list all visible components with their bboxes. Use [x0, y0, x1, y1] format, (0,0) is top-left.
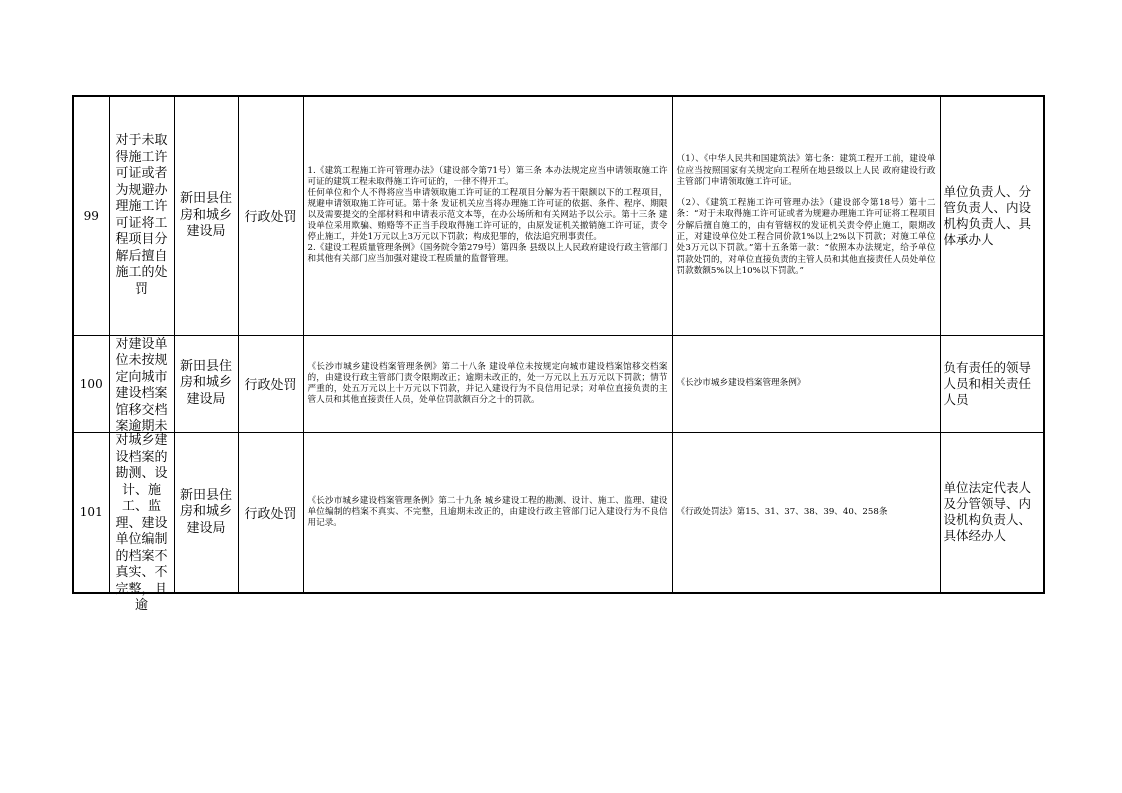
basis-cell: [303, 96, 672, 335]
responsible-party: 负有责任的领导人员和相关责任人员: [940, 335, 1044, 432]
law-cell: [672, 432, 940, 593]
row-number: 99: [73, 96, 109, 335]
punishment-type: 行政处罚: [238, 335, 303, 432]
item-name: 对于未取得施工许可证或者为规避办理施工许可证将工程项目分解后擅自施工的处罚: [115, 133, 168, 297]
law-paragraph: 《行政处罚法》第15、31、37、38、39、40、258条: [676, 506, 888, 517]
table-row: [73, 432, 1044, 593]
row-number: 101: [73, 432, 109, 593]
basis-paragraph: 《长沙市城乡建设档案管理条例》第二十九条 城乡建设工程的勘测、设计、施工、监理、建设单位编制的档案不真实、不完整，且逾期未改正的，由建设行政主管部门记入建设行为不良信用记录。: [307, 495, 668, 528]
law-paragraph: （2）、《建筑工程施工许可管理办法》（建设部令第18号）第十二条：“对于未取得施工许可证或者为规避办理施工许可证将工程项目分解后擅自施工的，由有管辖权的发证机关责令停止施工，限期改正，对建设单位处工程合同价款1%以上2%以下罚款；对施工单位处3万元以下罚款。”第十五条第一款：“依照本办法规定，给予单位罚款处罚的，对单位直接负责的主管人员和其他直接责任人员处单位罚款数额5%以上10%以下罚款。”: [676, 198, 936, 276]
department: 新田县住房和城乡建设局: [174, 96, 238, 335]
basis-paragraph: 1.《建筑工程施工许可管理办法》（建设部令第71号）第三条 本办法规定应当申请领取施工许可证的建筑工程未取得施工许可证的，一律不得开工。: [307, 166, 668, 188]
basis-paragraph: 《长沙市城乡建设档案管理条例》第二十八条 建设单位未按规定向城市建设档案馆移交档案的，由建设行政主管部门责令限期改正；逾期未改正的，处一万元以上五万元以下罚款；情节严重的，处五万元以上十万元以下罚款，并记入建设行为不良信用记录；对单位直接负责的主管人员和其他直接责任人员，处单位罚款额百分之十的罚款。: [307, 361, 668, 405]
basis-paragraph: 2.《建设工程质量管理条例》（国务院令第279号）第四条 县级以上人民政府建设行政主管部门和其他有关部门应当加强对建设工程质量的监督管理。: [307, 243, 668, 265]
item-name-cell: [109, 335, 174, 432]
department: 新田县住房和城乡建设局: [174, 335, 238, 432]
law-cell: [672, 335, 940, 432]
item-name-cell: [109, 96, 174, 335]
department: 新田县住房和城乡建设局: [174, 432, 238, 593]
punishment-type: 行政处罚: [238, 432, 303, 593]
responsible-party: 单位法定代表人及分管领导、内设机构负责人、具体经办人: [940, 432, 1044, 593]
law-paragraph: 《长沙市城乡建设档案管理条例》: [676, 377, 806, 388]
item-name: 对建设单位未按规定向城市建设档案馆移交档案逾期未: [115, 336, 168, 434]
punishment-type: 行政处罚: [238, 96, 303, 335]
basis-paragraph: 任何单位和个人不得将应当申请领取施工许可证的工程项目分解为若干限额以下的工程项目，规避申请领取施工许可证。第十条 发证机关应当将办理施工许可证的依据、条件、程序、期限以及需要提交的全部材料和申请表示范文本等，在办公场所和有关网站予以公示。第十三条 建设单位采用欺骗、贿赂等不正当手段取得施工许可证的，由原发证机关撤销施工许可证，责令停止施工，并处1万元以上3万元以下罚款；构成犯罪的，依法追究刑事责任。: [307, 188, 668, 243]
punishment-table: [72, 95, 1045, 614]
basis-cell: [303, 335, 672, 432]
table-row: [73, 96, 1044, 335]
row-number: 100: [73, 335, 109, 432]
law-paragraph: （1）、《中华人民共和国建筑法》第七条：建筑工程开工前，建设单位应当按照国家有关规定向工程所在地县级以上人民 政府建设行政主管部门申请领取施工许可证。: [676, 154, 936, 187]
law-cell: [672, 96, 940, 335]
item-name: 对城乡建设档案的勘测、设计、施工、监理、建设单位编制的档案不真实、不完整，且逾: [115, 433, 168, 614]
basis-cell: [303, 432, 672, 593]
table-row: [73, 335, 1044, 432]
item-name-cell: [109, 432, 174, 614]
responsible-party: 单位负责人、分管负责人、内设机构负责人、具体承办人: [940, 96, 1044, 335]
